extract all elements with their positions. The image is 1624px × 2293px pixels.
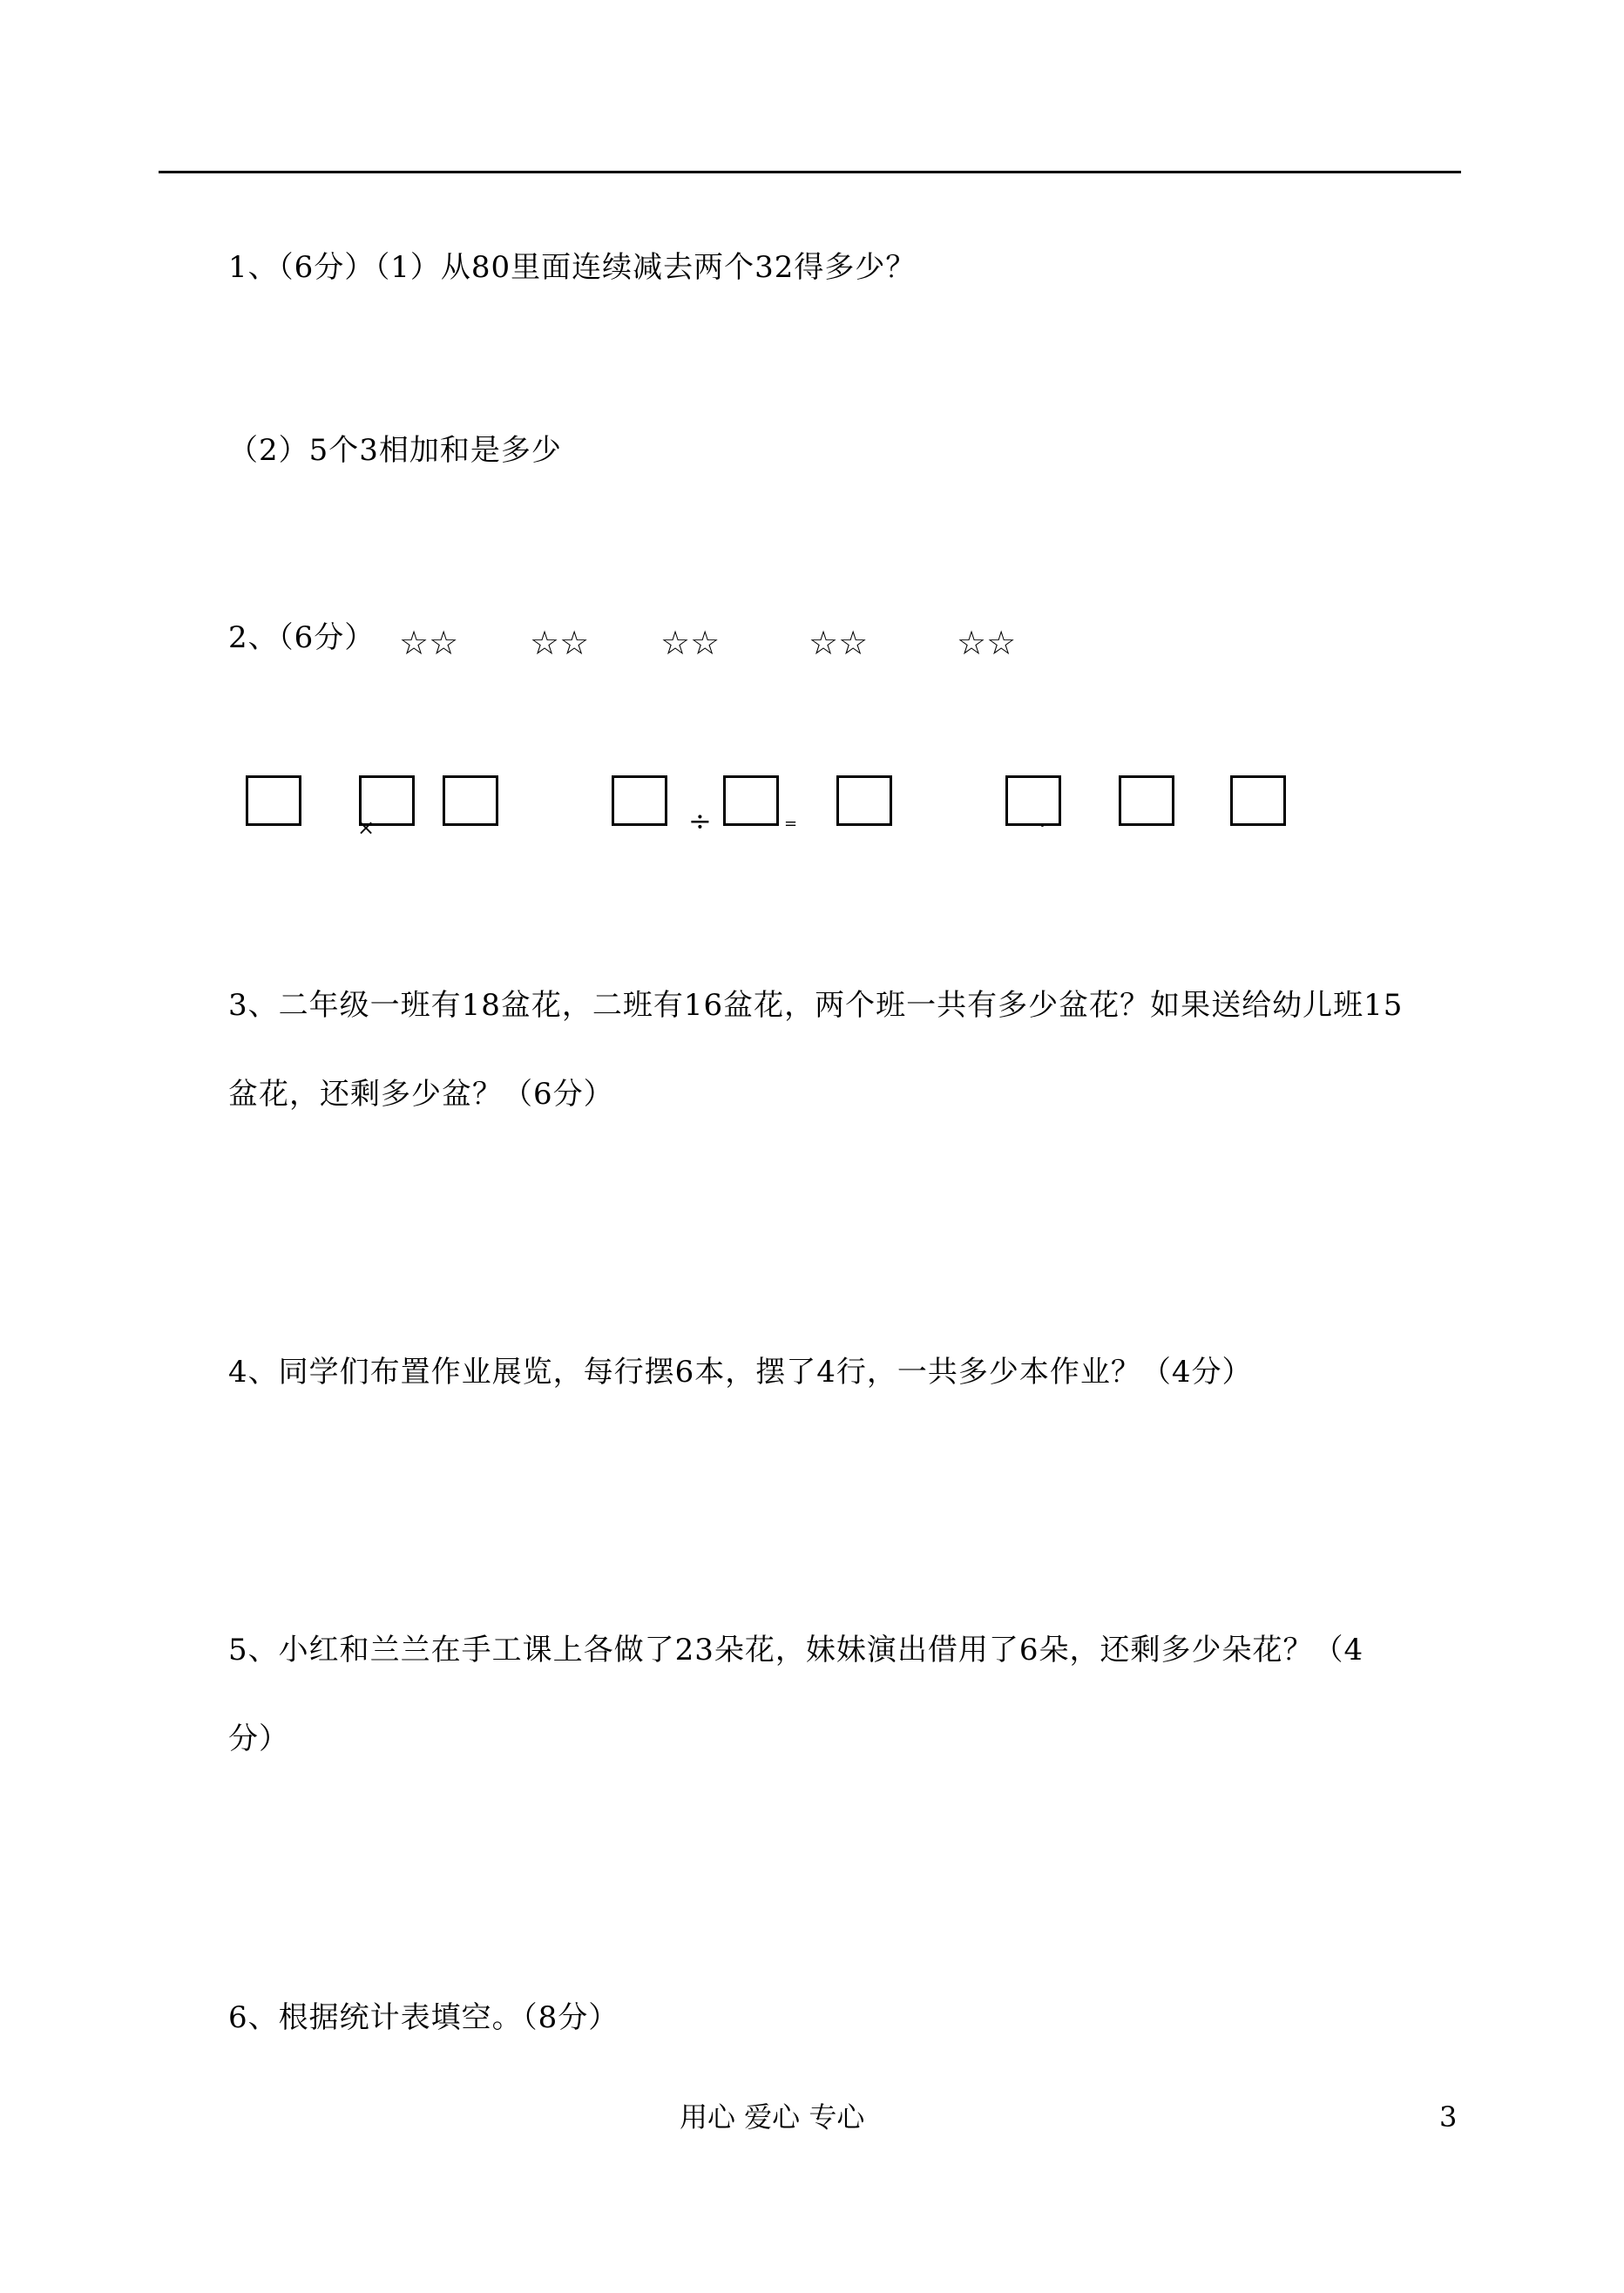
- question-1-part-2: （2）5个3相加和是多少: [228, 433, 562, 468]
- answer-box[interactable]: [443, 775, 498, 826]
- answer-box[interactable]: [1230, 775, 1286, 826]
- question-4: 4、同学们布置作业展览，每行摆6本，摆了4行，一共多少本作业？（4分）: [228, 1355, 1253, 1390]
- header-rule: [159, 171, 1461, 173]
- answer-box[interactable]: [836, 775, 892, 826]
- times-operator: ×: [357, 815, 376, 840]
- question-2-label: 2、（6分）: [228, 620, 376, 655]
- page-number: 3: [1439, 2100, 1458, 2134]
- star-group-4: ☆☆: [809, 624, 869, 662]
- question-1-part-1: 1、（6分）（1）从80里面连续减去两个32得多少？: [228, 250, 917, 285]
- star-group-5: ☆☆: [957, 624, 1017, 662]
- answer-box[interactable]: [1119, 775, 1174, 826]
- answer-box[interactable]: [1005, 775, 1061, 826]
- answer-box[interactable]: [246, 775, 301, 826]
- star-group-2: ☆☆: [530, 624, 590, 662]
- equals-operator: =: [784, 815, 798, 833]
- answer-box[interactable]: [723, 775, 779, 826]
- minus-operator-2: —: [1133, 815, 1147, 832]
- question-5-line-1: 5、小红和兰兰在手工课上各做了23朵花，妹妹演出借用了6朵，还剩多少朵花？（4: [228, 1633, 1364, 1667]
- footer-motto: 用心 爱心 专心: [680, 2100, 865, 2134]
- question-6: 6、根据统计表填空。（8分）: [228, 2000, 619, 2035]
- question-5-line-2: 分）: [228, 1721, 289, 1756]
- star-group-1: ☆☆: [399, 624, 459, 662]
- dot-operator: ·: [1039, 811, 1046, 840]
- question-3-line-1: 3、二年级一班有18盆花，二班有16盆花，两个班一共有多少盆花？如果送给幼儿班15: [228, 988, 1404, 1023]
- minus-operator: —: [453, 815, 467, 832]
- question-3-line-2: 盆花，还剩多少盆？（6分）: [228, 1077, 614, 1112]
- answer-box[interactable]: [612, 775, 667, 826]
- divide-operator: ÷: [688, 804, 712, 837]
- star-group-3: ☆☆: [660, 624, 721, 662]
